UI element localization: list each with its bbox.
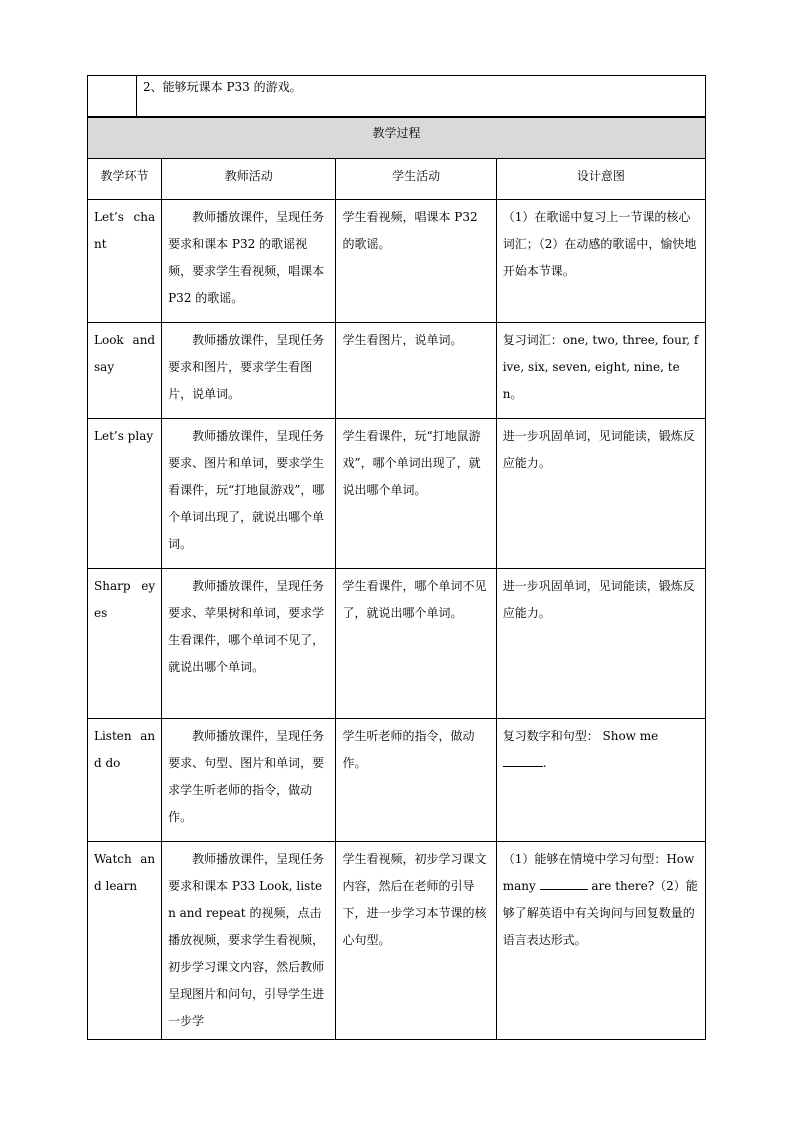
student-activity-cell: 学生看课件，玩“打地鼠游戏”，哪个单词出现了，就说出哪个单词。 [336, 419, 496, 569]
header-student: 学生活动 [336, 159, 496, 200]
teacher-activity-cell: 教师播放课件，呈现任务要求、苹果树和单词，要求学生看课件，哪个单词不见了，就说出哪个单词。 [162, 569, 336, 719]
step-cell: Listen and do [88, 719, 162, 842]
design-intent-cell [496, 842, 705, 1040]
step-cell: Let’s play [88, 419, 162, 569]
step-cell: Look and say [88, 323, 162, 419]
table-row [88, 842, 706, 1040]
student-activity-cell: 学生看课件，哪个单词不见了，就说出哪个单词。 [336, 569, 496, 719]
student-activity-cell: 学生看视频，初步学习课文内容，然后在老师的引导下，进一步学习本节课的核心句型。 [336, 842, 496, 1040]
intent-text: （2）能够了解英语中有关询问与回复数量的语言表达形式。 [502, 879, 698, 947]
teacher-activity-cell: 教师播放课件，呈现任务要求和课本 P32 的歌谣视频，要求学生看视频，唱课本 P32 的歌谣。 [162, 200, 336, 323]
teacher-activity-cell: 教师播放课件，呈现任务要求、句型、图片和单词，要求学生听老师的指令，做动作。 [162, 719, 336, 842]
table-row [88, 569, 706, 719]
objectives-empty-cell [88, 76, 137, 117]
table-header-row [88, 159, 706, 200]
objective-item: 2、能够玩课本 P33 的游戏。 [137, 76, 706, 117]
design-intent-cell: 进一步巩固单词，见词能读，锻炼反应能力。 [496, 569, 705, 719]
student-activity-cell: 学生看图片，说单词。 [336, 323, 496, 419]
table-row [88, 719, 706, 842]
intent-text-end: . [542, 756, 547, 770]
header-step: 教学环节 [88, 159, 162, 200]
step-cell: Sharp eyes [88, 569, 162, 719]
fill-blank-line [540, 877, 588, 890]
objectives-fragment [87, 75, 706, 117]
table-row [88, 200, 706, 323]
teacher-activity-cell: 教师播放课件，呈现任务要求和图片，要求学生看图片，说单词。 [162, 323, 336, 419]
intent-text: （1）能够在情境中学习句型：How many [502, 852, 695, 893]
teacher-activity-cell: 教师播放课件，呈现任务要求和课本 P33 Look, listen and repeat 的视频，点击播放视频，要求学生看视频，初步学习课文内容，然后教师呈现图片和问句，引导学生进一步学 [162, 842, 336, 1040]
fill-blank-line [503, 754, 543, 767]
student-activity-cell: 学生听老师的指令，做动作。 [336, 719, 496, 842]
header-teacher: 教师活动 [162, 159, 336, 200]
design-intent-cell: 复习词汇：one, two, three, four, five, six, seven, eight, nine, ten。 [496, 323, 705, 419]
teacher-activity-cell: 教师播放课件，呈现任务要求、图片和单词，要求学生看课件，玩“打地鼠游戏”，哪个单词出现了，就说出哪个单词。 [162, 419, 336, 569]
step-cell: Watch and learn [88, 842, 162, 1040]
intent-text: are there? [591, 879, 655, 893]
table-row [88, 419, 706, 569]
intent-text: 复习数字和句型： Show me [502, 729, 659, 743]
header-intent: 设计意图 [496, 159, 705, 200]
design-intent-cell [496, 719, 705, 842]
student-activity-cell: 学生看视频，唱课本 P32 的歌谣。 [336, 200, 496, 323]
design-intent-cell: 进一步巩固单词，见词能读，锻炼反应能力。 [496, 419, 705, 569]
design-intent-cell: （1）在歌谣中复习上一节课的核心词汇；（2）在动感的歌谣中，愉快地开始本节课。 [496, 200, 705, 323]
step-cell: Let’s chant [88, 200, 162, 323]
section-title: 教学过程 [88, 118, 706, 159]
table-row [88, 323, 706, 419]
teaching-process-table [87, 117, 706, 1040]
